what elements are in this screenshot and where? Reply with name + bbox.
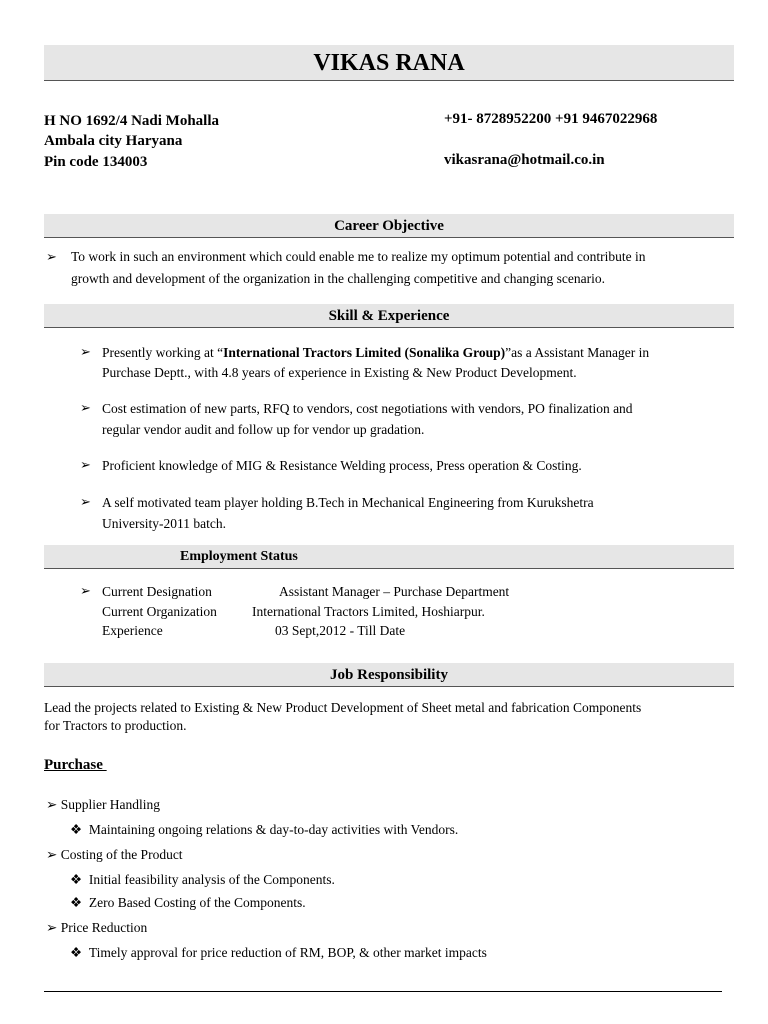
email-address: vikasrana@hotmail.co.in [444,152,605,168]
arrow-bullet-icon: ➢ [80,457,91,472]
item-text: Timely approval for price reduction of RM, BOP, & other market impacts [88,945,487,960]
item-text: Zero Based Costing of the Components. [88,895,306,910]
section-title: Employment Status [180,549,298,564]
purchase-item [70,872,335,888]
employment-value: 03 Sept,2012 - Till Date [275,623,406,638]
group-title: Supplier Handling [60,797,161,812]
arrow-bullet-icon: ➢ [46,797,58,812]
purchase-item [70,895,306,911]
skill-item-3-line-1: Proficient knowledge of MIG & Resistance Welding process, Press operation & Costing. [102,458,582,473]
skill-item-2-line-2: regular vendor audit and follow up for vendor up gradation. [102,422,425,437]
address-line-3: Pin code 134003 [44,154,148,170]
diamond-bullet-icon: ❖ [70,895,83,910]
skill-item-4-line-2: University-2011 batch. [102,516,226,531]
skill-item-4-line-1: A self motivated team player holding B.Tech in Mechanical Engineering from Kurukshetra [102,495,594,510]
footer-divider [44,991,722,992]
purchase-item [70,945,487,961]
employment-label: Experience [102,623,163,638]
candidate-name: VIKAS RANA [313,50,465,76]
employment-label: Current Organization [102,604,217,619]
job-description-line-1: Lead the projects related to Existing & New Product Development of Sheet metal and fabrication Components [44,700,642,715]
item-text: Initial feasibility analysis of the Components. [88,872,335,887]
skill-item-1-line-2: Purchase Deptt., with 4.8 years of experience in Existing & New Product Development. [102,365,577,380]
group-title: Price Reduction [60,920,148,935]
purchase-group-price [46,920,147,936]
arrow-bullet-icon: ➢ [46,249,57,264]
diamond-bullet-icon: ❖ [70,822,83,837]
career-objective-line-2: growth and development of the organization in the challenging competitive and changing scenario. [71,271,605,286]
section-title: Job Responsibility [330,667,448,683]
skill-item-1-suffix: ”as a Assistant Manager in [505,345,650,360]
diamond-bullet-icon: ❖ [70,872,83,887]
employment-status-header [44,545,734,569]
group-title: Costing of the Product [60,847,183,862]
item-text: Maintaining ongoing relations & day-to-day activities with Vendors. [88,822,459,837]
phone-numbers: +91- 8728952200 +91 9467022968 [444,111,658,127]
arrow-bullet-icon: ➢ [80,494,91,509]
name-header [44,45,734,81]
arrow-bullet-icon: ➢ [80,583,91,598]
skill-item-2-line-1: Cost estimation of new parts, RFQ to vendors, cost negotiations with vendors, PO finalization and [102,401,633,416]
skill-item-1-prefix: Presently working at “ [102,345,224,360]
skill-experience-header [44,304,734,328]
career-objective-line-1: To work in such an environment which could enable me to realize my optimum potential and contribute in [71,249,646,264]
arrow-bullet-icon: ➢ [80,400,91,415]
job-description-line-2: for Tractors to production. [44,718,187,733]
career-objective-header [44,214,734,238]
purchase-item [70,822,458,838]
address-line-1: H NO 1692/4 Nadi Mohalla [44,113,220,129]
employment-value: International Tractors Limited, Hoshiarpur. [252,604,485,619]
purchase-group-supplier [46,797,160,813]
company-name: International Tractors Limited (Sonalika Group) [223,345,506,360]
purchase-group-costing [46,847,183,863]
purchase-heading: Purchase [44,757,107,773]
section-title: Career Objective [334,218,444,234]
diamond-bullet-icon: ❖ [70,945,83,960]
arrow-bullet-icon: ➢ [46,847,58,862]
address-line-2: Ambala city Haryana [44,133,183,149]
employment-value: Assistant Manager – Purchase Department [279,584,510,599]
arrow-bullet-icon: ➢ [46,920,58,935]
employment-label: Current Designation [102,584,212,599]
skill-item-1-line-1 [102,342,649,363]
arrow-bullet-icon: ➢ [80,344,91,359]
job-responsibility-header [44,663,734,687]
section-title: Skill & Experience [328,308,450,324]
